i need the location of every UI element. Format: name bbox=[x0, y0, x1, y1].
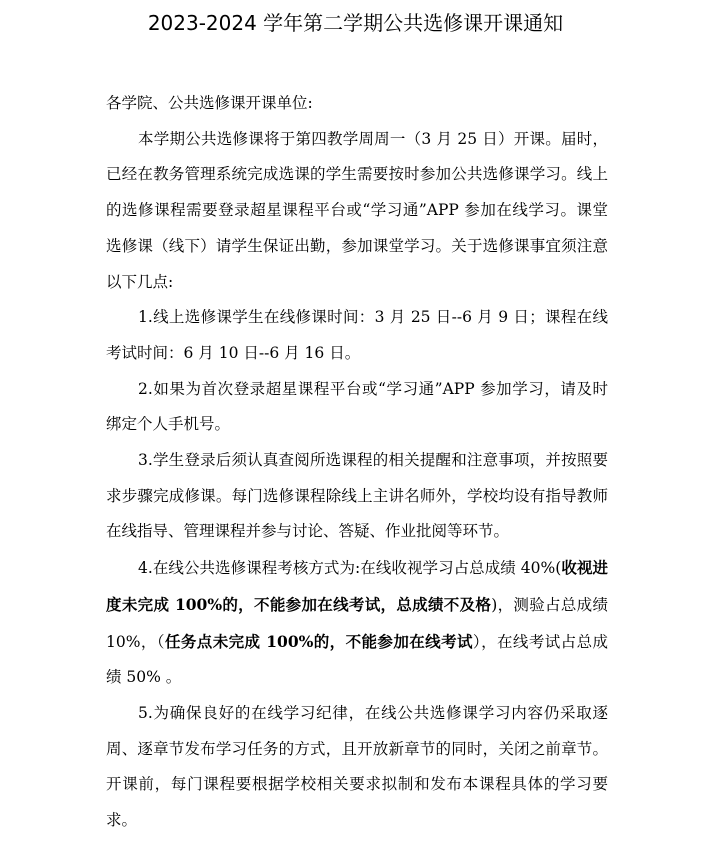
notice-item-2: 2.如果为首次登录超星课程平台或“学习通”APP 参加学习，请及时绑定个人手机号。 bbox=[106, 379, 608, 434]
item-4-text-2: )，测验占总成绩 10%，（ bbox=[106, 595, 608, 651]
notice-item-1: 1.线上选修课学生在线修课时间：3 月 25 日--6 月 9 日；课程在线考试时间：6 月 10 日--6 月 16 日。 bbox=[106, 308, 608, 362]
notice-item-3: 3.学生登录后须认真查阅所选课程的相关提醒和注意事项，并按照要求步骤完成修课。每门选修课程除线上主讲名师外，学校均设有指导教师在线指导、管理课程并参与讨论、答疑、作业批阅等环节。 bbox=[106, 451, 608, 541]
notice-item-5: 5.为确保良好的在线学习纪律，在线公共选修课学习内容仍采取逐周、逐章节发布学习任务的方式，且开放新章节的同时，关闭之前章节。开课前，每门课程要根据学校相关要求拟制和发布本课程具体的学习要求。 bbox=[106, 703, 608, 830]
notice-item-4 bbox=[106, 550, 608, 696]
document-body bbox=[106, 86, 608, 839]
document-title: 2023-2024 学年第二学期公共选修课开课通知 bbox=[147, 11, 564, 35]
item-4-bold-2: 任务点未完成 100%的，不能参加在线考试 bbox=[164, 631, 473, 651]
item-4-text-3: ），在线考试占总成绩 50% 。 bbox=[106, 632, 608, 687]
salutation: 各学院、公共选修课开课单位: bbox=[106, 94, 313, 112]
item-4-text-1: 4.在线公共选修课程考核方式为:在线收视学习占总成绩 40%( bbox=[138, 559, 562, 578]
intro-paragraph: 本学期公共选修课将于第四教学周周一（3 月 25 日）开课。届时，已经在教务管理系统完成选课的学生需要按时参加公共选修课学习。线上的选修课程需要登录超星课程平台或“学习通”APP 参加在线学习。课堂选修课（线下）请学生保证出勤，参加课堂学习。关于选修课事宜须注意以下几点: bbox=[106, 129, 608, 291]
item-4-bold-1: 收视进度未完成 100%的，不能参加在线考试，总成绩不及格 bbox=[106, 558, 608, 614]
